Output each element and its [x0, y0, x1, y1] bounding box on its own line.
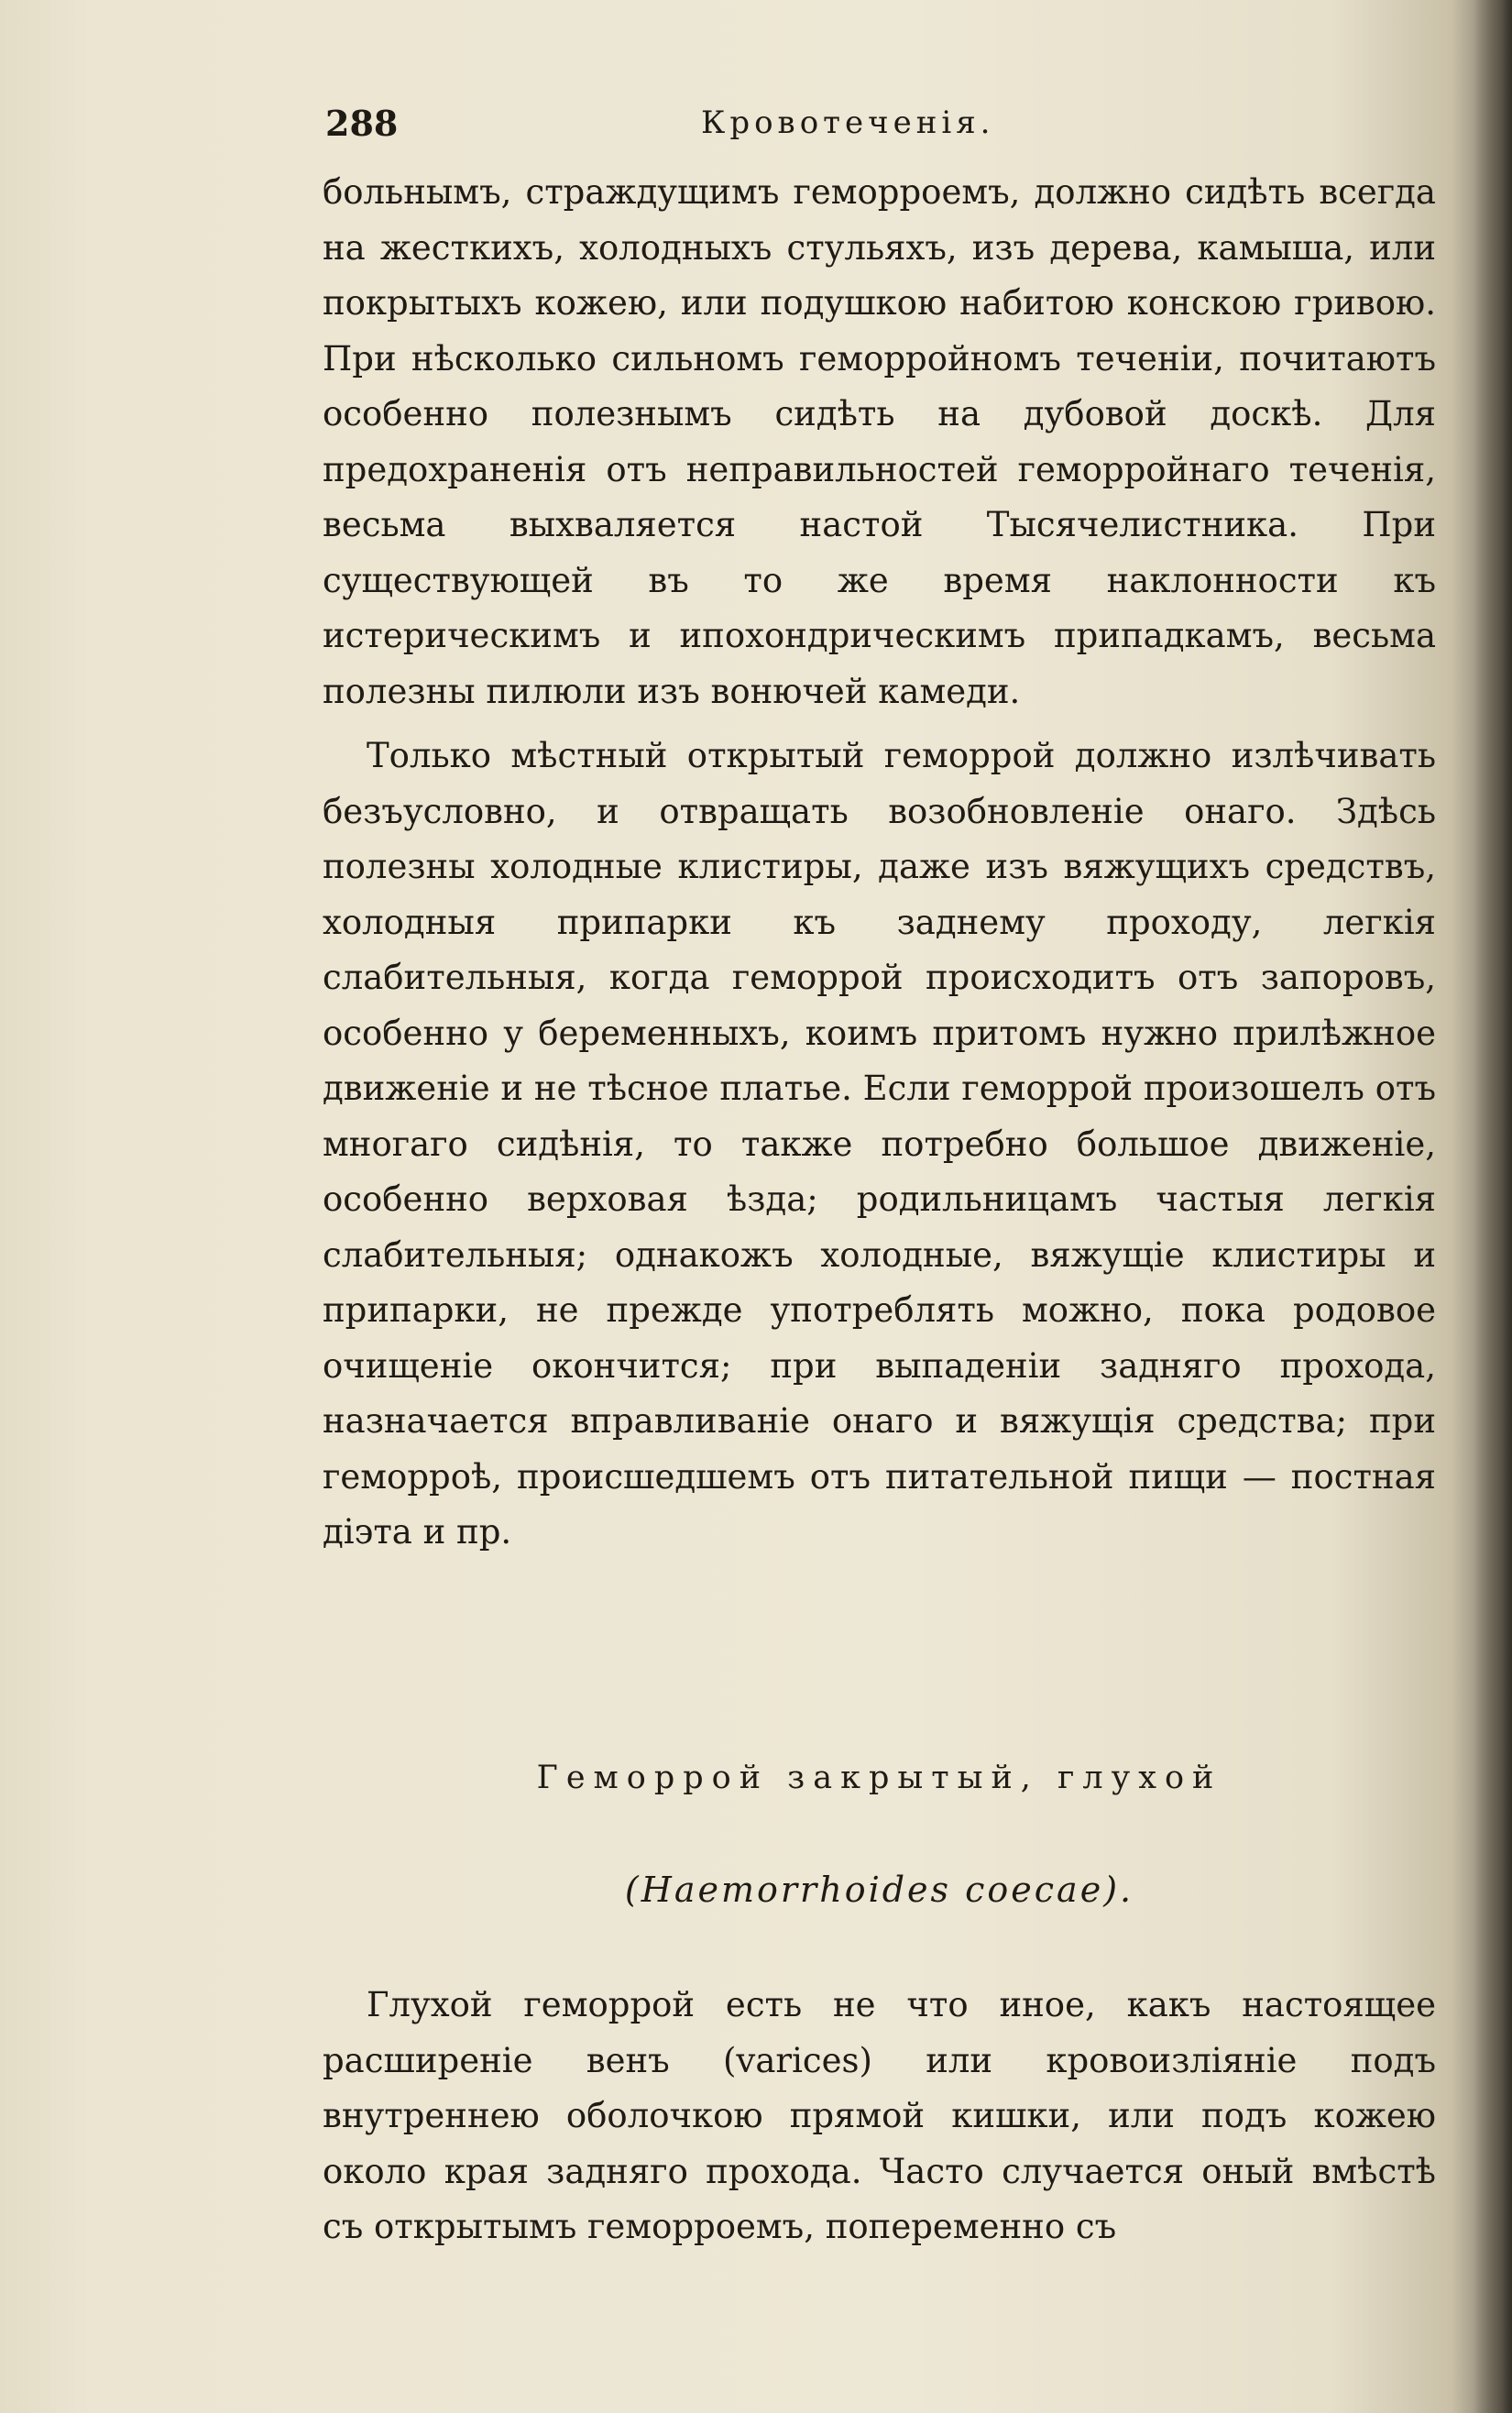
section-latin-subheading: (Haemorrhoides coecae). [624, 1870, 1134, 1910]
body-text [323, 165, 1436, 1561]
paragraph: Только мѣстный открытый геморрой должно излѣчивать безъусловно, и отвращать возобновленіе онаго. Здѣсь полезны холодные клистиры, даже изъ вяжущихъ средствъ, холодныя припарки къ заднему проходу, легкія слабительныя, когда геморрой происходитъ отъ запоровъ, особенно у беременныхъ, коимъ притомъ нужно прилѣжное движеніе и не тѣсное платье. Если геморрой произошелъ отъ многаго сидѣнія, то также потребно большое движеніе, особенно верховая ѣзда; родильницамъ частыя легкія слабительныя; однакожъ холодные, вяжущіе клистиры и припарки, не прежде употреблять можно, пока родовое очищеніе окончится; при выпаденіи задняго прохода, назначается вправливаніе онаго и вяжущія средства; при геморроѣ, происшедшемъ отъ питательной пищи — постная діэта и пр. [323, 736, 1436, 1552]
page-edge-shadow [1474, 0, 1512, 2413]
running-head: Кровотеченія. [701, 104, 995, 141]
paragraph: Глухой геморрой есть не что иное, какъ настоящее расширеніе венъ (varices) или кровоизліяніе подъ внутреннею оболочкою прямой кишки, или подъ кожею около края задняго прохода. Часто случается оный вмѣстѣ съ открытымъ геморроемъ, попеременно съ [323, 1985, 1436, 2246]
paragraph-continued: больнымъ, страждущимъ геморроемъ, должно сидѣть всегда на жесткихъ, холодныхъ стульяхъ, изъ дерева, камыша, или покрытыхъ кожею, или подушкою набитою конскою гривою. При нѣсколько сильномъ геморройномъ теченіи, почитаютъ особенно полезнымъ сидѣть на дубовой доскѣ. Для предохраненія отъ неправильностей геморройнаго теченія, весьма выхваляется настой Тысячелистника. При существующей въ то же время наклонности къ истерическимъ и ипохондрическимъ припадкамъ, весьма полезны пилюли изъ вонючей камеди. [323, 172, 1436, 711]
body-text-2 [323, 1978, 1436, 2255]
page-header [325, 103, 1439, 148]
page-number: 288 [325, 103, 399, 144]
section-heading: Геморрой закрытый, глухой [536, 1760, 1222, 1796]
